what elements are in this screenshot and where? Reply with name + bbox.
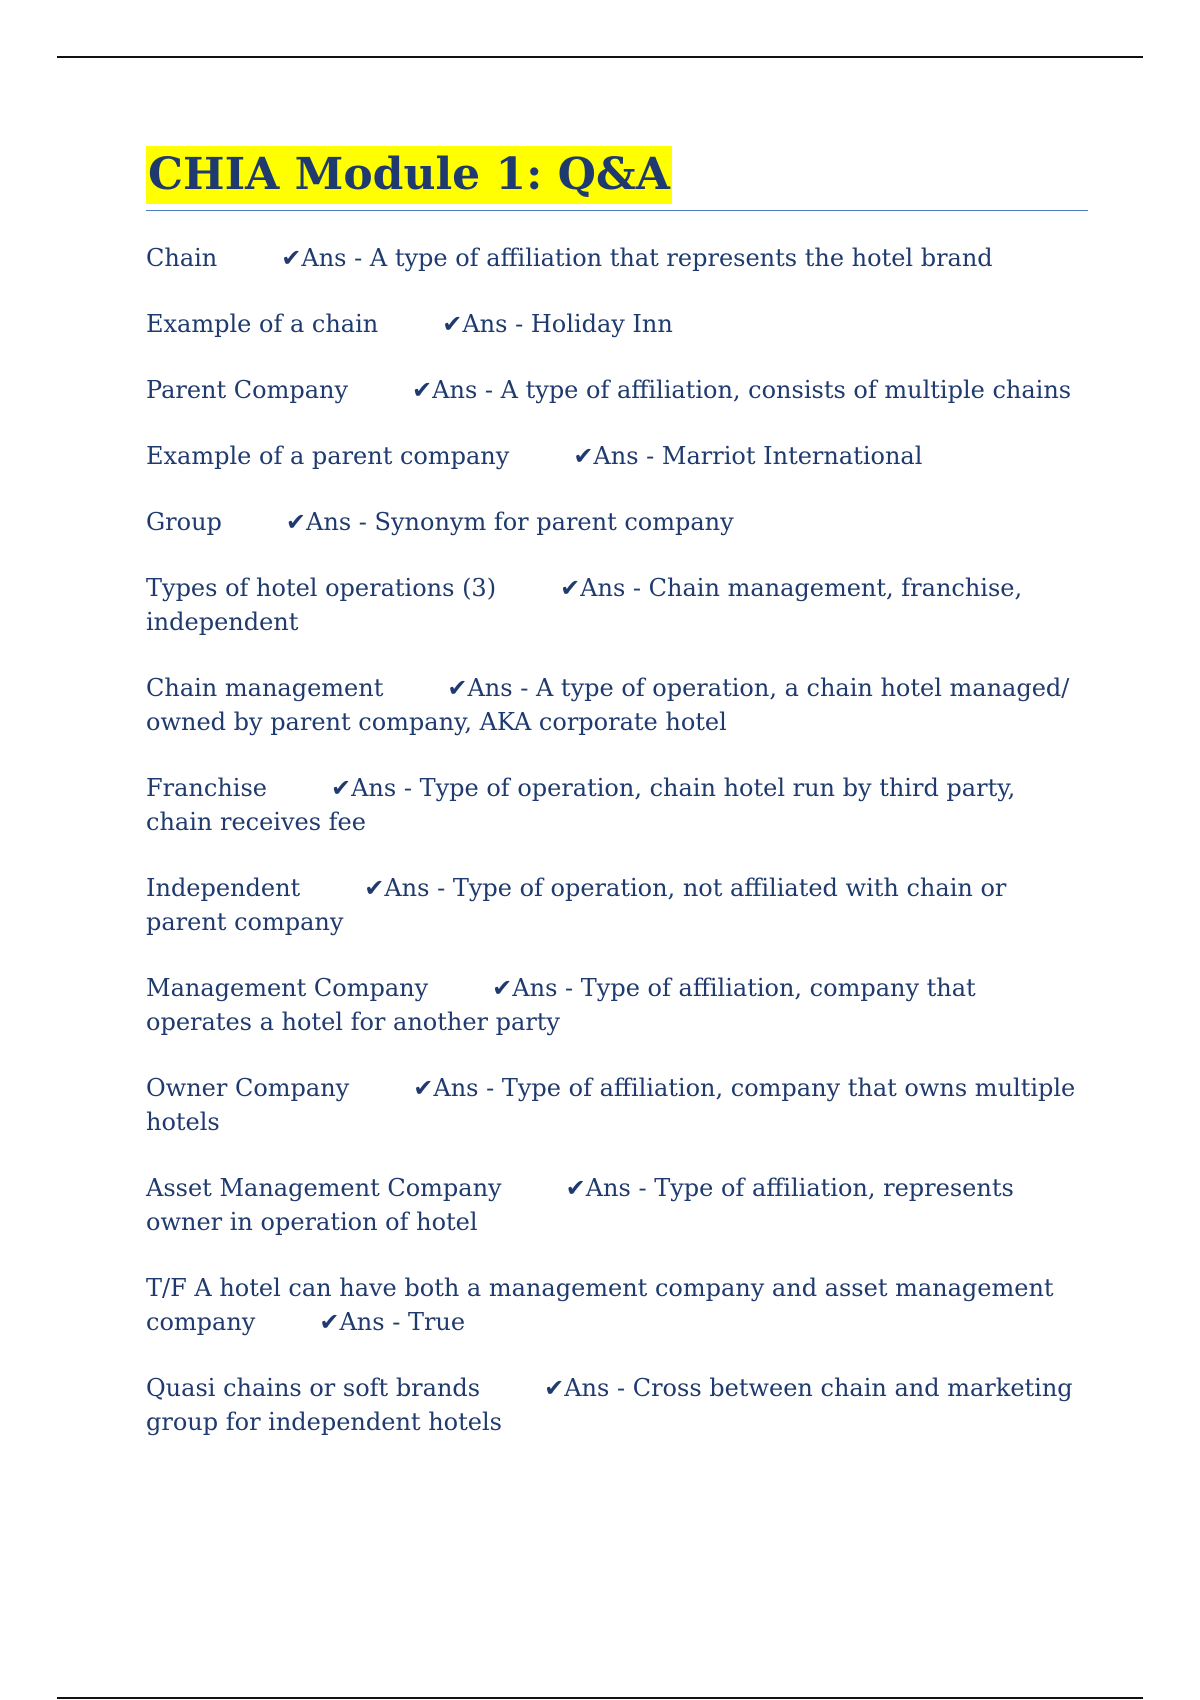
qa-answer: A type of affiliation, consists of multiple chains [500,376,1072,404]
checkmark-icon: ✔ [330,774,352,802]
qa-item [146,373,1088,407]
answer-separator: - [515,310,524,338]
checkmark-icon: ✔ [442,310,463,338]
qa-answer: True [407,1308,466,1336]
qa-item [146,971,1088,1039]
qa-item [146,871,1088,939]
answer-separator: - [520,674,529,702]
checkmark-icon: ✔ [565,1174,586,1202]
checkmark-icon: ✔ [364,874,385,902]
qa-question: Example of a parent company [146,442,510,470]
qa-answer: Type of operation, chain hotel run by third party, chain receives fee [146,774,1016,836]
checkmark-icon: ✔ [560,574,581,602]
checkmark-icon: ✔ [447,674,468,702]
qa-item [146,571,1088,639]
answer-label: Ans [301,244,347,272]
answer-label: Ans [351,774,397,802]
qa-question: Independent [146,874,301,902]
qa-item [146,439,1088,473]
answer-label: Ans [564,1374,610,1402]
checkmark-icon: ✔ [413,1074,434,1102]
qa-answer: Cross between chain and marketing group for independent hotels [146,1374,1073,1436]
qa-answer: Type of operation, not affiliated with chain or parent company [146,874,1007,936]
qa-item [146,505,1088,539]
qa-question: Parent Company [146,376,349,404]
answer-separator: - [486,1074,495,1102]
qa-question: Example of a chain [146,310,379,338]
answer-separator: - [403,774,412,802]
checkmark-icon: ✔ [319,1308,340,1336]
top-rule [57,56,1143,58]
qa-answer: Holiday Inn [530,310,673,338]
answer-label: Ans [585,1174,631,1202]
qa-question: Owner Company [146,1074,350,1102]
checkmark-icon: ✔ [492,974,513,1002]
qa-answer: A type of operation, a chain hotel managed/ owned by parent company, AKA corporate hotel [146,674,1070,736]
qa-answer: Chain management, franchise, independent [146,574,1023,636]
answer-separator: - [565,974,574,1002]
qa-question: Asset Management Company [146,1174,502,1202]
checkmark-icon: ✔ [412,376,433,404]
qa-question: Types of hotel operations (3) [146,574,497,602]
qa-question: Chain management [146,674,384,702]
qa-item [146,1371,1088,1439]
qa-list [146,241,1088,1439]
answer-separator: - [484,376,494,404]
document-body [146,146,1088,1471]
qa-question: Chain [146,244,218,272]
qa-answer: Marriot International [661,442,923,470]
answer-separator: - [632,574,642,602]
answer-separator: - [354,244,363,272]
qa-item [146,671,1088,739]
qa-answer: A type of affiliation that represents the hotel brand [369,244,993,272]
qa-answer: Type of affiliation, company that operates a hotel for another party [146,974,976,1036]
bottom-rule [57,1697,1143,1699]
answer-label: Ans [462,310,508,338]
qa-question: T/F A hotel can have both a management company and asset management company [146,1274,1054,1336]
answer-label: Ans [339,1308,385,1336]
checkmark-icon: ✔ [544,1374,565,1402]
answer-separator: - [437,874,446,902]
qa-item [146,307,1088,341]
qa-question: Franchise [146,774,267,802]
qa-item [146,771,1088,839]
answer-separator: - [616,1374,626,1402]
checkmark-icon: ✔ [573,442,594,470]
answer-separator: - [392,1308,401,1336]
answer-label: Ans [432,376,478,404]
answer-label: Ans [512,974,558,1002]
answer-label: Ans [467,674,513,702]
qa-item [146,1171,1088,1239]
qa-question: Quasi chains or soft brands [146,1374,481,1402]
answer-label: Ans [433,1074,479,1102]
answer-label: Ans [580,574,626,602]
qa-question: Management Company [146,974,429,1002]
answer-label: Ans [593,442,639,470]
qa-item [146,1271,1088,1339]
answer-label: Ans [306,508,352,536]
answer-separator: - [638,1174,647,1202]
answer-separator: - [646,442,655,470]
qa-answer: Type of affiliation, company that owns multiple hotels [146,1074,1076,1136]
qa-question: Group [146,508,222,536]
title-block [146,146,1088,211]
answer-separator: - [358,508,367,536]
qa-answer: Synonym for parent company [374,508,734,536]
answer-label: Ans [384,874,430,902]
qa-answer: Type of affiliation, represents owner in operation of hotel [146,1174,1014,1236]
document-title: CHIA Module 1: Q&A [146,146,672,204]
qa-item [146,241,1088,275]
qa-item [146,1071,1088,1139]
checkmark-icon: ✔ [281,244,302,272]
checkmark-icon: ✔ [285,508,307,536]
